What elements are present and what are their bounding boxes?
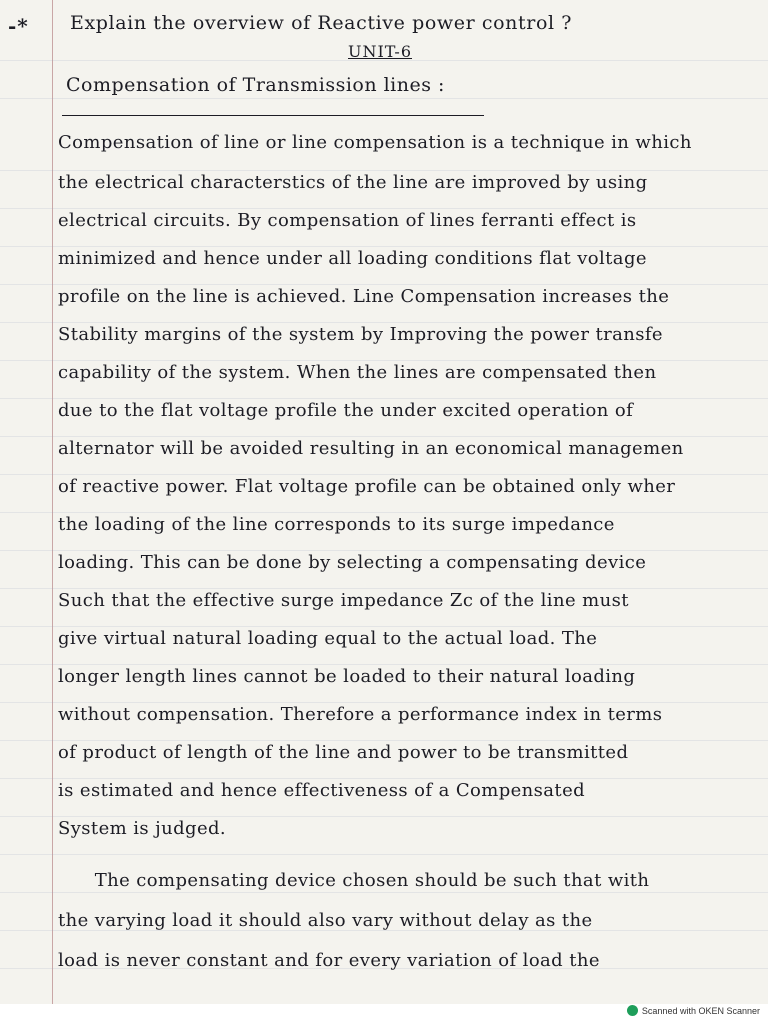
body-line: is estimated and hence effectiveness of a Compensated (58, 780, 586, 801)
body-line: alternator will be avoided resulting in an economical managemen (58, 438, 684, 459)
body-line: longer length lines cannot be loaded to their natural loading (58, 666, 636, 687)
body-line: capability of the system. When the lines are compensated then (58, 362, 657, 383)
rule-line (0, 854, 768, 855)
body-line: of product of length of the line and power to be transmitted (58, 742, 629, 763)
body-line: give virtual natural loading equal to the actual load. The (58, 628, 598, 649)
rule-line (0, 778, 768, 779)
body-line: due to the flat voltage profile the under excited operation of (58, 400, 634, 421)
rule-line (0, 512, 768, 513)
scanner-badge (627, 1005, 760, 1016)
rule-line (0, 436, 768, 437)
body-line: load is never constant and for every variation of load the (58, 950, 600, 971)
body-line: Such that the effective surge impedance Zc of the line must (58, 590, 629, 611)
body-line: the electrical characterstics of the line are improved by using (58, 172, 648, 193)
rule-line (0, 322, 768, 323)
rule-line (0, 474, 768, 475)
body-line: minimized and hence under all loading conditions flat voltage (58, 248, 647, 269)
rule-line (0, 246, 768, 247)
body-line: The compensating device chosen should be such that with (58, 870, 650, 891)
rule-line (0, 588, 768, 589)
body-line: without compensation. Therefore a performance index in terms (58, 704, 663, 725)
body-line: Stability margins of the system by Improving the power transfe (58, 324, 663, 345)
rule-line (0, 398, 768, 399)
rule-line (0, 664, 768, 665)
body-line: Compensation of line or line compensation is a technique in which (58, 132, 692, 153)
margin-star-mark: -* (8, 14, 29, 38)
body-line: the varying load it should also vary without delay as the (58, 910, 593, 931)
body-line: electrical circuits. By compensation of lines ferranti effect is (58, 210, 637, 231)
body-line: profile on the line is achieved. Line Compensation increases the (58, 286, 670, 307)
scanner-label: Scanned with OKEN Scanner (641, 1005, 760, 1016)
body-line: System is judged. (58, 818, 227, 839)
body-line: of reactive power. Flat voltage profile can be obtained only wher (58, 476, 676, 497)
rule-line (0, 170, 768, 171)
scanner-logo-icon (627, 1005, 638, 1016)
section-heading: Compensation of Transmission lines : (66, 74, 445, 96)
heading-underline (62, 115, 484, 116)
question-title: Explain the overview of Reactive power control ? (70, 12, 573, 34)
rule-line (0, 98, 768, 99)
unit-label: UNIT-6 (348, 42, 412, 61)
body-line: the loading of the line corresponds to its surge impedance (58, 514, 615, 535)
rule-line (0, 740, 768, 741)
body-line: loading. This can be done by selecting a compensating device (58, 552, 647, 573)
rule-line (0, 360, 768, 361)
rule-line (0, 816, 768, 817)
rule-line (0, 626, 768, 627)
rule-line (0, 284, 768, 285)
rule-line (0, 702, 768, 703)
rule-line (0, 892, 768, 893)
rule-line (0, 208, 768, 209)
rule-line (0, 550, 768, 551)
